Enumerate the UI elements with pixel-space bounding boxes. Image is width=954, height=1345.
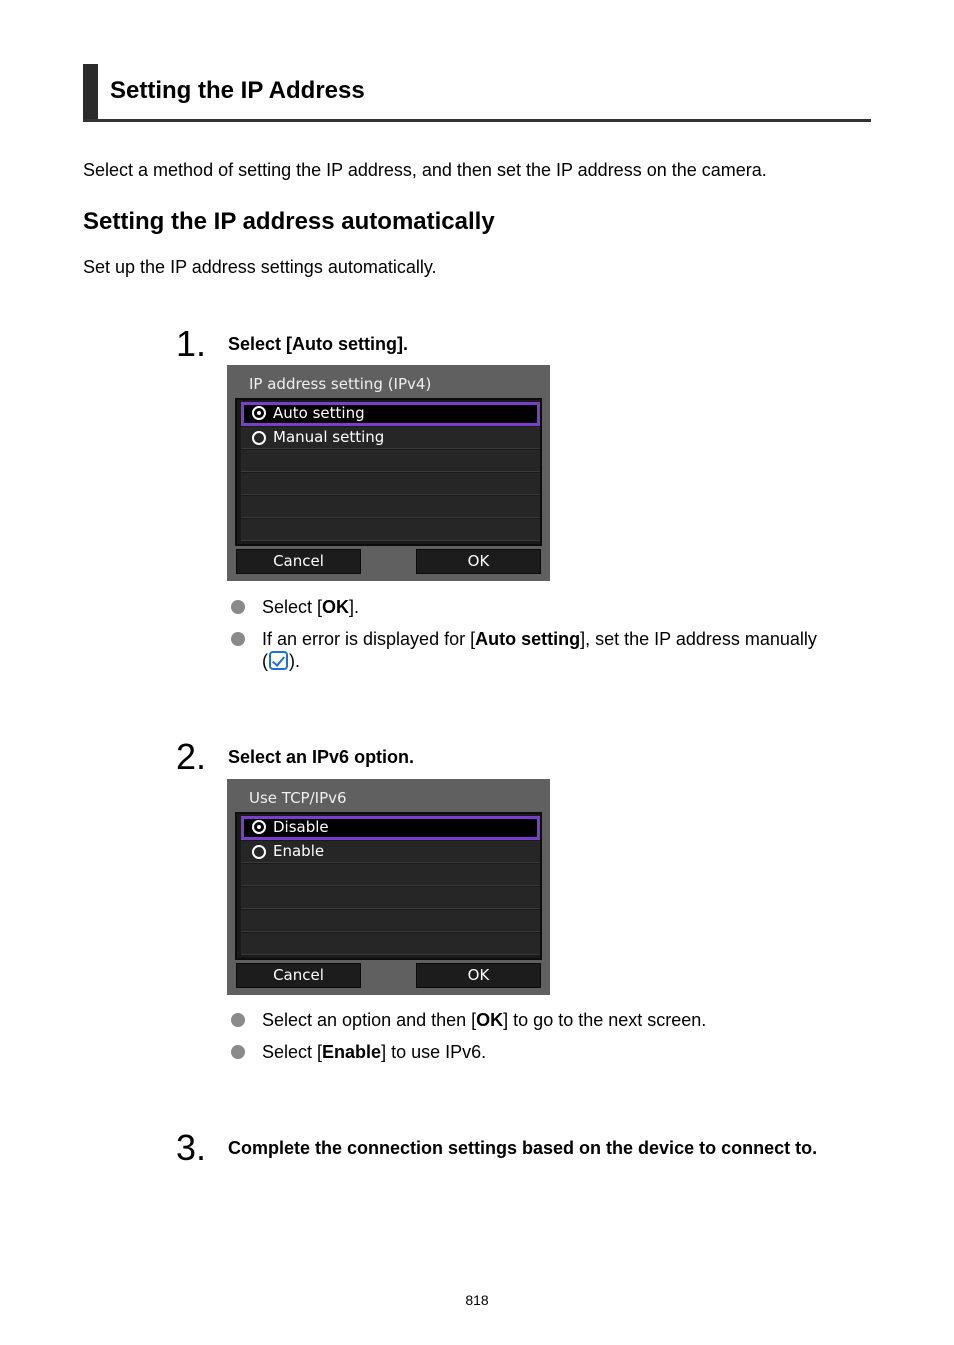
empty-row	[241, 450, 540, 472]
radio-empty-icon	[252, 845, 266, 859]
screen-title: Use TCP/IPv6	[249, 789, 347, 807]
step-1-number: 1.	[176, 323, 207, 364]
option-disable[interactable]	[241, 816, 540, 840]
step-3-number: 3.	[176, 1127, 207, 1168]
ok-button[interactable]: OK	[416, 549, 541, 574]
page-title: Setting the IP Address	[110, 77, 365, 104]
empty-row	[241, 887, 540, 909]
step-3-title: Complete the connection settings based on the device to connect to.	[228, 1138, 818, 1158]
bullet-icon	[231, 1045, 245, 1059]
option-auto-setting[interactable]	[241, 402, 540, 426]
empty-row	[241, 864, 540, 886]
option-list	[235, 812, 542, 960]
option-enable[interactable]	[241, 841, 540, 863]
camera-screen-ipv6	[227, 779, 550, 995]
empty-row	[241, 910, 540, 932]
list-item: Select an option and then [OK] to go to the next screen.	[230, 1009, 860, 1031]
list-item: Select [Enable] to use IPv6.	[230, 1041, 860, 1063]
empty-row	[241, 473, 540, 495]
radio-selected-icon	[252, 820, 266, 834]
page-heading-bar	[83, 64, 871, 122]
radio-selected-icon	[252, 406, 266, 420]
radio-empty-icon	[252, 431, 266, 445]
step-1-title: Select [Auto setting].	[228, 334, 409, 354]
empty-row	[241, 496, 540, 518]
option-label: Enable	[273, 842, 325, 860]
option-manual-setting[interactable]	[241, 427, 540, 449]
screen-title: IP address setting (IPv4)	[249, 375, 432, 393]
ok-button[interactable]: OK	[416, 963, 541, 988]
empty-row	[241, 933, 540, 955]
camera-screen-ipv4	[227, 365, 550, 581]
option-label: Auto setting	[273, 404, 365, 422]
section-title: Setting the IP address automatically	[83, 208, 495, 235]
bullet-icon	[231, 632, 245, 646]
empty-row	[241, 519, 540, 541]
bullet-icon	[231, 1013, 245, 1027]
list-item: Select [OK].	[230, 596, 860, 618]
section-subtitle: Set up the IP address settings automatically.	[83, 257, 437, 277]
step-2-number: 2.	[176, 736, 207, 777]
reference-link-icon[interactable]	[269, 651, 288, 670]
cancel-button[interactable]: Cancel	[236, 963, 361, 988]
step-2-title: Select an IPv6 option.	[228, 747, 415, 767]
option-label: Manual setting	[273, 428, 385, 446]
list-item: If an error is displayed for [Auto setting], set the IP address manually ( ).	[230, 628, 860, 672]
option-label: Disable	[273, 818, 329, 836]
step-1-notes	[230, 596, 860, 682]
intro-text: Select a method of setting the IP address, and then set the IP address on the camera.	[83, 160, 767, 180]
step-2-notes	[230, 1009, 860, 1073]
bullet-icon	[231, 600, 245, 614]
option-list	[235, 398, 542, 546]
page-number: 818	[465, 1292, 489, 1308]
heading-marker	[83, 64, 98, 119]
cancel-button[interactable]: Cancel	[236, 549, 361, 574]
